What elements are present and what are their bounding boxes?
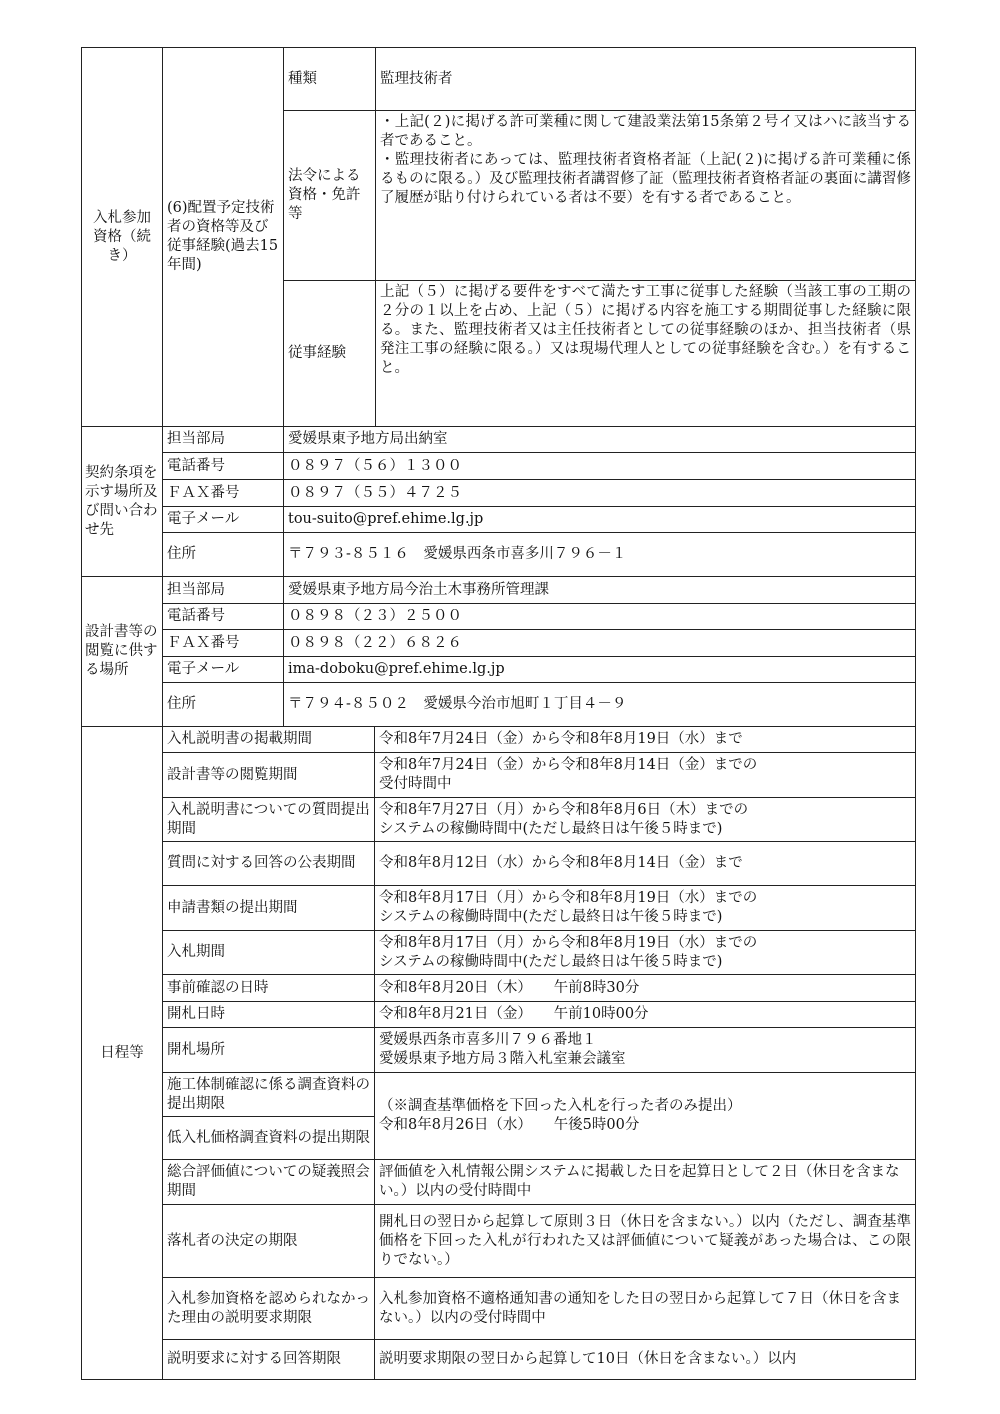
row-value: 令和8年8月17日（月）から令和8年8月19日（水）までの システムの稼働時間中(ただし最終日は午後５時まで) (375, 931, 916, 975)
row-value: 上記（５）に掲げる要件をすべて満たす工事に従事した経験（当該工事の工期の２分の１以上を占め、上記（５）に掲げる内容を施工する期間従事した経験に限る。また、監理技術者又は主任技術者としての従事経験のほか、担当技術者（県発注工事の経験に限る。）又は現場代理人としての従事経験を含む。）を有すること。 (376, 281, 916, 427)
row-value: 令和8年8月12日（水）から令和8年8月14日（金）まで (375, 842, 916, 886)
row-label: 入札期間 (163, 931, 375, 975)
row-label: 入札参加資格を認められなかった理由の説明要求期限 (163, 1278, 375, 1340)
row-value: 開札日の翌日から起算して原則３日（休日を含まない。）以内（ただし、調査基準価格を下回った入札が行われた又は評価値について疑義があった場合は、この限りでない。） (375, 1205, 916, 1278)
address-value: 〒７９４-８５０２ 愛媛県今治市旭町１丁目４－９ (284, 683, 916, 727)
qualification-sub-label: (6)配置予定技術者の資格等及び従事経験(過去15年間) (163, 48, 284, 427)
email-value: ima-doboku@pref.ehime.lg.jp (284, 657, 916, 683)
fax-value: ０８９８（２２）６８２６ (284, 630, 916, 657)
row-label: 電子メール (163, 507, 284, 533)
email-value: tou-suito@pref.ehime.lg.jp (284, 507, 916, 533)
row-value: 愛媛県東予地方局出納室 (284, 427, 916, 453)
row-label: 開札日時 (163, 1002, 375, 1028)
phone-value: ０８９７（５６）１３００ (284, 453, 916, 480)
row-label: 担当部局 (163, 427, 284, 453)
row-value: 評価値を入札情報公開システムに掲載した日を起算日として２日（休日を含まない。）以内の受付時間中 (375, 1160, 916, 1205)
row-label: 開札場所 (163, 1028, 375, 1073)
row-label: 入札説明書についての質問提出期間 (163, 798, 375, 842)
row-value: 令和8年8月21日（金） 午前10時00分 (375, 1002, 916, 1028)
row-value: 愛媛県西条市喜多川７９６番地１ 愛媛県東予地方局３階入札室兼会議室 (375, 1028, 916, 1073)
address-value: 〒７９３-８５１６ 愛媛県西条市喜多川７９６－１ (284, 533, 916, 577)
row-label: ＦＡＸ番号 (163, 630, 284, 657)
row-label: 電話番号 (163, 604, 284, 630)
row-label: 説明要求に対する回答期限 (163, 1340, 375, 1380)
row-label: 法令による資格・免許等 (284, 111, 376, 281)
schedule-section-label: 日程等 (82, 727, 163, 1380)
row-value: 令和8年7月24日（金）から令和8年8月14日（金）までの 受付時間中 (375, 753, 916, 798)
row-label: 事前確認の日時 (163, 975, 375, 1002)
row-value: 令和8年7月27日（月）から令和8年8月6日（木）までの システムの稼働時間中(ただし最終日は午後５時まで) (375, 798, 916, 842)
row-value: 令和8年8月17日（月）から令和8年8月19日（水）までの システムの稼働時間中(ただし最終日は午後５時まで) (375, 886, 916, 931)
row-label: 総合評価値についての疑義照会期間 (163, 1160, 375, 1205)
row-value: 愛媛県東予地方局今治土木事務所管理課 (284, 577, 916, 604)
row-value: 令和8年8月20日（木） 午前8時30分 (375, 975, 916, 1002)
row-label: 従事経験 (284, 281, 376, 427)
schedule-table (81, 726, 916, 1380)
contract-table (81, 426, 916, 577)
design-table (81, 576, 916, 727)
row-label: 低入札価格調査資料の提出期限 (163, 1117, 375, 1160)
row-value: 入札参加資格不適格通知書の通知をした日の翌日から起算して７日（休日を含まない。）以内の受付時間中 (375, 1278, 916, 1340)
row-label: 住所 (163, 533, 284, 577)
qualification-table (81, 47, 916, 427)
row-label: 電話番号 (163, 453, 284, 480)
row-value: ・上記(２)に掲げる許可業種に関して建設業法第15条第２号イ又はハに該当する者であること。 ・監理技術者にあっては、監理技術者資格者証（上記(２)に掲げる許可業種に係るものに限る。）及び監理技術者講習修了証（監理技術者資格者証の裏面に講習修了履歴が貼り付けられている者は不要）を有する者であること。 (376, 111, 916, 281)
contract-section-label: 契約条項を示す場所及び問い合わせ先 (82, 427, 163, 577)
row-label: 施工体制確認に係る調査資料の提出期限 (163, 1073, 375, 1117)
row-label: 担当部局 (163, 577, 284, 604)
phone-value: ０８９８（２３）２５００ (284, 604, 916, 630)
design-section-label: 設計書等の閲覧に供する場所 (82, 577, 163, 727)
row-label: 設計書等の閲覧期間 (163, 753, 375, 798)
row-value: 令和8年7月24日（金）から令和8年8月19日（水）まで (375, 727, 916, 753)
row-label: 種類 (284, 48, 376, 111)
row-label: ＦＡＸ番号 (163, 480, 284, 507)
fax-value: ０８９７（５５）４７２５ (284, 480, 916, 507)
row-label: 質問に対する回答の公表期間 (163, 842, 375, 886)
survey-deadline-value: （※調査基準価格を下回った入札を行った者のみ提出） 令和8年8月26日（水） 午後5時00分 (375, 1073, 916, 1160)
row-label: 住所 (163, 683, 284, 727)
row-label: 申請書類の提出期間 (163, 886, 375, 931)
row-value: 説明要求期限の翌日から起算して10日（休日を含まない。）以内 (375, 1340, 916, 1380)
qualification-section-label: 入札参加資格（続き） (82, 48, 163, 427)
row-label: 落札者の決定の期限 (163, 1205, 375, 1278)
row-label: 入札説明書の掲載期間 (163, 727, 375, 753)
row-label: 電子メール (163, 657, 284, 683)
row-value: 監理技術者 (376, 48, 916, 111)
